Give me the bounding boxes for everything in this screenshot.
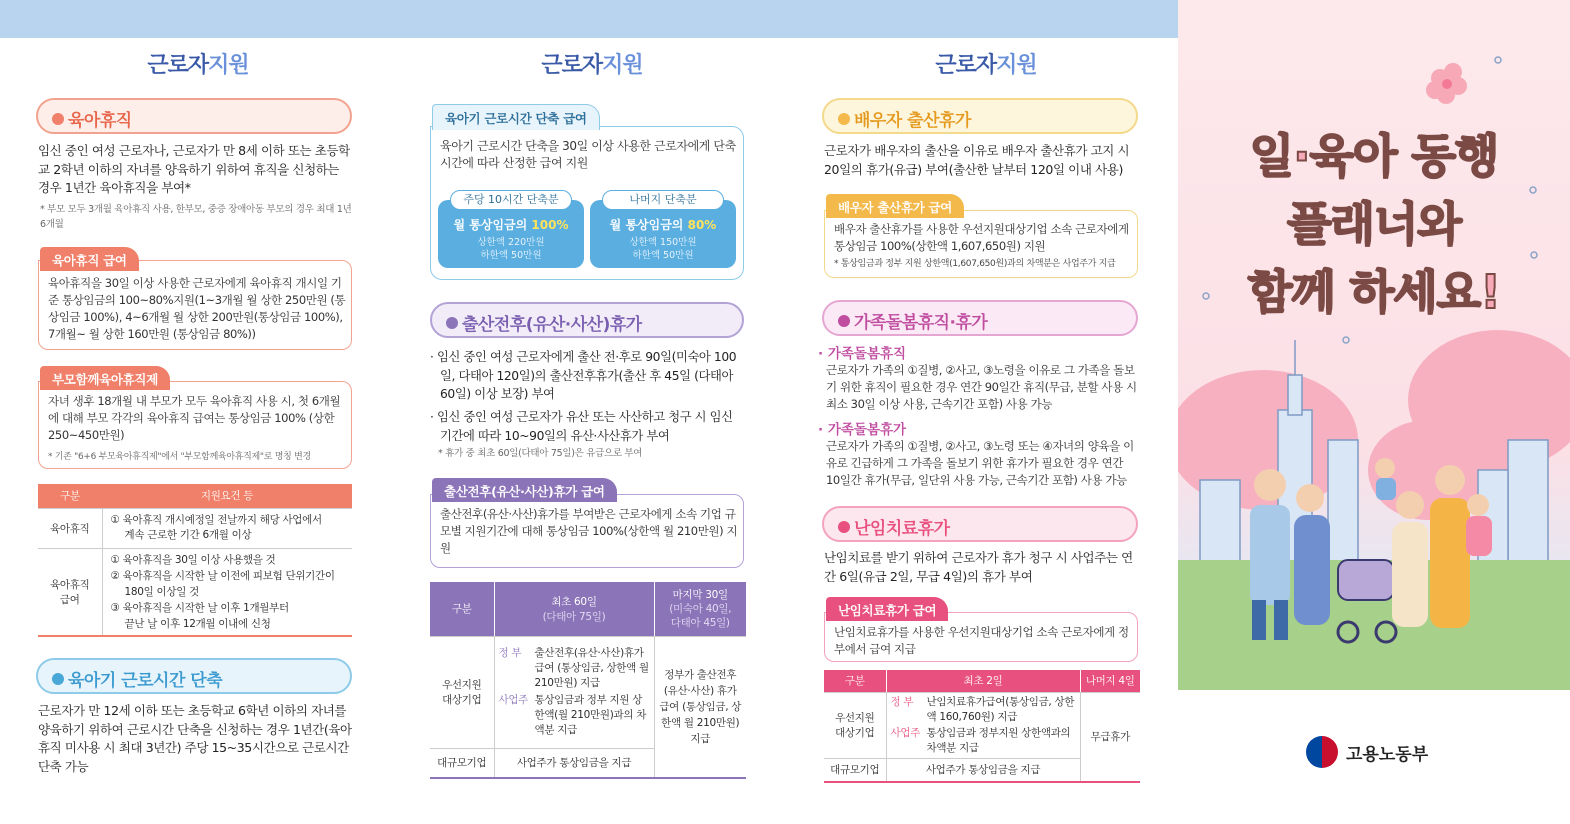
section-parental-leave-title: 육아휴직 xyxy=(36,98,352,134)
spouse-pay-note: * 통상임금과 정부 지원 상한액(1,607,650원)과의 차액분은 사업주가 지급 xyxy=(834,259,1116,269)
reduced-hours-pay-tag: 육아기 근로시간 단축 급여 xyxy=(432,104,600,130)
table-row: 우선지원 대상기업 정 부 출산전후(유산·사산)휴가 급여 (통상임금, 상한액 월 210만원) 지급 사업주 통상임금과 정부 지원 상한액(월 210만원)과의 차액분 지급 정부가 출산전후 (유산·사산) 휴가 급여 (통상임금, 상한액 월 210만원)지급 xyxy=(430,636,746,748)
table-row: 육아휴직 급여 ① 육아휴직을 30일 이상 사용했을 것 ② 육아휴직을 시작한 날 이전에 피보험 단위기간이 180일 이상일 것 ③ 육아휴직을 시작한 날 이후 1개월부터 끝난 날 이후 12개월 이내에 신청 xyxy=(38,548,352,636)
maternity-pay-text: 출산전후(유산·사산)휴가를 부여받은 근로자에게 소속 기업 규모별 지원기간에 대해 통상임금 100%(상한액 월 210만원) 지원 xyxy=(440,507,738,555)
parental-leave-pay-text: 육아휴직을 30일 이상 사용한 근로자에게 육아휴직 개시일 기준 통상임금의 100~80%지원(1~3개월 월 상한 250만원 (통상임금 100%), 4~6개월 월 상한 200만원(통상임금 100%), 7개월~ 월 상한 160만원 (통상임금 80%)) xyxy=(48,276,346,341)
maternity-pay-table: 구분 최초 60일 (다태아 75일) 마지막 30일 (미숙아 40일, 다태아 45일) 우선지원 대상기업 정 부 출산전후(유산·사산)휴가 급여 (통상임금, 상한액 월 210만원) 지급 사업주 통상임금과 정부 지원 상한액(월 210만원)과의 차액분 지급 정부가 출산전후 (유산·사산) 휴가 급여 (통상임금, 상한액 월 210만원)지급 대규모기업 사업주가 통상임금을 지급 xyxy=(430,582,746,779)
parental-leave-table xyxy=(38,484,352,637)
table-header: 최초 2일 xyxy=(886,670,1080,692)
table-row: 육아휴직 ① 육아휴직 개시예정일 전날까지 해당 사업에서 계속 근로한 기간 6개월 이상 xyxy=(38,508,352,548)
cover-title-line-2: 플래너와 xyxy=(1287,197,1461,251)
spouse-pay-tag: 배우자 출산휴가 급여 xyxy=(826,194,964,218)
family-care-vacation-subtitle: · 가족돌봄휴가 xyxy=(818,422,907,438)
parental-leave-pay-tag: 육아휴직 급여 xyxy=(40,247,139,271)
panel-2-header: 근로자지원 xyxy=(432,38,752,84)
family-care-vacation-text: 근로자가 가족의 ①질병, ②사고, ③노령 또는 ④자녀의 양육을 이유로 긴급하게 그 가족을 돌보기 위한 휴가가 필요한 경우 연간 10일간 휴가(무급, 일단위 사용 가능, 근속기간 포함) 사용 가능 xyxy=(826,439,1134,487)
panel-3-header: 근로자지원 xyxy=(826,38,1146,84)
table-header: 지원요건 등 xyxy=(102,484,352,508)
section-maternity-leave-title: 출산전후(유산·사산)휴가 xyxy=(430,302,744,338)
infertility-pay-text: 난임치료휴가를 사용한 우선지원대상기업 소속 근로자에게 정부에서 급여 지급 xyxy=(834,625,1129,656)
maternity-pay-tag: 출산전후(유산·사산)휴가 급여 xyxy=(432,478,617,502)
bullet-dot-icon xyxy=(838,521,850,533)
infertility-leave-description: 난임치료를 받기 위하여 근로자가 휴가 청구 시 사업주는 연간 6일(유급 2일, 무급 4일)의 휴가 부여 xyxy=(824,550,1133,584)
ministry-logo: 고용노동부 xyxy=(1306,740,1428,765)
joint-leave-text: 자녀 생후 18개월 내 부모가 모두 육아휴직 사용 시, 첫 6개월에 대해 부모 각각의 육아휴직 급여는 통상임금 100% (상한 250~450만원) xyxy=(48,394,341,442)
table-row: 대규모기업 사업주가 통상임금을 지급 xyxy=(824,758,1140,782)
section-family-care-title: 가족돌봄휴직·휴가 xyxy=(822,300,1138,336)
cover-title-line-1: 일·육아 동행 xyxy=(1249,129,1499,183)
section-reduced-hours-title: 육아기 근로시간 단축 xyxy=(36,658,352,694)
spouse-pay-text: 배우자 출산휴가를 사용한 우선지원대상기업 소속 근로자에게 통상임금 100%(상한액 1,607,650원) 지원 xyxy=(834,222,1129,253)
bullet-dot-icon xyxy=(52,673,64,685)
bullet-dot-icon xyxy=(52,113,64,125)
card-remaining-hours: 나머지 단축분 월 통상임금의 80% 상한액 150만원 하한액 50만원 xyxy=(590,200,736,268)
card-first-10-hours: 주당 10시간 단축분 월 통상임금의 100% 상한액 220만원 하한액 50만원 xyxy=(438,200,584,268)
joint-leave-tag: 부모함께육아휴직제 xyxy=(40,366,170,390)
infertility-pay-table xyxy=(824,670,1140,783)
table-header: 구분 xyxy=(38,484,102,508)
table-header: 나머지 4일 xyxy=(1080,670,1140,692)
cover-title-line-3: 함께 하세요! xyxy=(1247,265,1501,319)
table-header: 구분 xyxy=(824,670,886,692)
panel-1-header: 근로자지원 xyxy=(38,38,358,84)
spouse-leave-description: 근로자가 배우자의 출산을 이유로 배우자 출산휴가 고지 시 20일의 휴가(유급) 부여(출산한 날부터 120일 이내 사용) xyxy=(824,143,1130,177)
table-row: 대규모기업 사업주가 통상임금을 지급 xyxy=(430,748,746,778)
reduced-hours-pay-text: 육아기 근로시간 단축을 30일 이상 사용한 근로자에게 단축 시간에 따라 산정한 급여 지원 xyxy=(440,139,736,170)
infertility-pay-tag: 난임치료휴가 급여 xyxy=(826,597,948,621)
bullet-dot-icon xyxy=(838,113,850,125)
parental-leave-description: 임신 중인 여성 근로자나, 근로자가 만 8세 이하 또는 초등학교 2학년 이하의 자녀를 양육하기 위하여 휴직을 신청하는 경우 1년간 육아휴직을 부여* xyxy=(38,143,350,195)
section-infertility-leave-title: 난임치료휴가 xyxy=(822,506,1138,542)
bullet-dot-icon xyxy=(838,315,850,327)
joint-leave-note: * 기존 "6+6 부모육아휴직제"에서 "부모함께육아휴직제"로 명칭 변경 xyxy=(48,452,311,462)
bullet-dot-icon xyxy=(446,317,458,329)
family-care-leave-text: 근로자가 가족의 ①질병, ②사고, ③노령을 이유로 그 가족을 돌보기 위한 휴직이 필요한 경우 연간 90일간 휴직(무급, 분할 사용 시 최소 30일 이상 사용, 근속기간 포함) 사용 가능 xyxy=(826,363,1137,411)
table-header: 구분 xyxy=(430,582,494,636)
maternity-bullet-1: · 임신 중인 여성 근로자에게 출산 전·후로 90일(미숙아 100일, 다태아 120일)의 출산전후휴가(출산 후 45일 (다태아 60일) 이상 보장) 부여 xyxy=(430,350,737,401)
cover-panel xyxy=(1178,0,1570,824)
maternity-bullet-2: · 임신 중인 여성 근로자가 유산 또는 사산하고 청구 시 임신 기간에 따라 10~90일의 유산·사산휴가 부여 xyxy=(430,410,733,443)
reduced-hours-description: 근로자가 만 12세 이하 또는 초등학교 6학년 이하의 자녀를 양육하기 위하여 근로시간 단축을 신청하는 경우 1년간(육아휴직 미사용 시 최대 3년간) 주당 15~35시간으로 근로시간 단축 가능 xyxy=(38,703,352,774)
table-row: 우선지원 대상기업 정 부 난임치료휴가급여(통상임금, 상한액 160,760원) 지급 사업주 통상임금과 정부지원 상한액과의 차액분 지급 무급휴가 xyxy=(824,692,1140,758)
section-spouse-leave-title: 배우자 출산휴가 xyxy=(822,98,1138,134)
parental-leave-note: * 부모 모두 3개월 육아휴직 사용, 한부모, 중증 장애아동 부모의 경우 최대 1년 6개월 xyxy=(40,204,352,230)
maternity-note: * 휴가 중 최초 60일(다태아 75일)은 유급으로 부여 xyxy=(438,448,643,459)
family-care-leave-subtitle: · 가족돌봄휴직 xyxy=(818,346,907,362)
taegeuk-logo-icon xyxy=(1306,736,1338,768)
